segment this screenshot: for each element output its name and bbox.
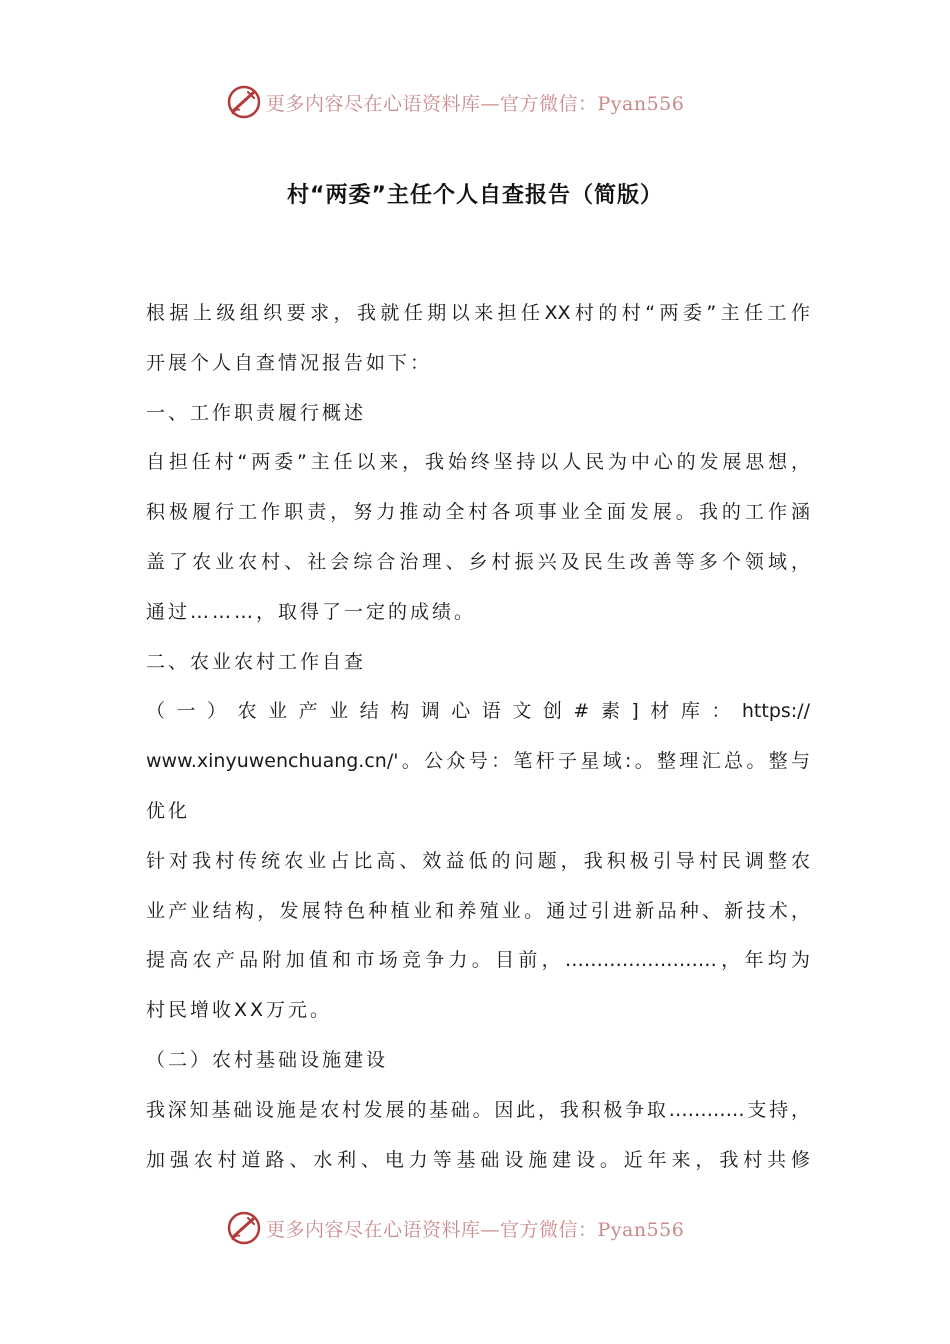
watermark-text: 更多内容尽在心语资料库—官方微信：Pyan556 bbox=[266, 1218, 685, 1241]
subsection-heading: （二）农村基础设施建设 bbox=[146, 1048, 389, 1071]
paragraph-line: 提高农产品附加值和市场竞争力。目前，……………………，年均为 bbox=[146, 949, 810, 972]
paragraph-line: 加强农村道路、水利、电力等基础设施建设。近年来，我村共修 bbox=[146, 1148, 810, 1171]
paragraph-line: 积极履行工作职责，努力推动全村各项事业全面发展。我的工作涵 bbox=[146, 501, 810, 524]
paragraph-line: 通过………，取得了一定的成绩。 bbox=[146, 600, 477, 623]
pen-logo-icon bbox=[226, 84, 262, 120]
paragraph-line: 针对我村传统农业占比高、效益低的问题，我积极引导村民调整农 bbox=[146, 849, 810, 872]
pen-logo-icon bbox=[226, 1210, 262, 1246]
watermark-text: 更多内容尽在心语资料库—官方微信：Pyan556 bbox=[266, 92, 685, 115]
section-heading: 二、农业农村工作自查 bbox=[146, 650, 367, 673]
paragraph-line: 我深知基础设施是农村发展的基础。因此，我积极争取…………支持， bbox=[146, 1098, 810, 1121]
paragraph-line: 根据上级组织要求，我就任期以来担任XX村的村“两委”主任工作 bbox=[146, 302, 810, 324]
subsection-heading: （一）农业产业结构调心语文创#素]材库：https:// bbox=[146, 700, 810, 723]
paragraph-line: 业产业结构，发展特色种植业和养殖业。通过引进新品种、新技术， bbox=[146, 899, 810, 922]
paragraph-line: 开展个人自查情况报告如下： bbox=[146, 351, 433, 374]
paragraph-line: 优化 bbox=[146, 799, 191, 822]
paragraph-line: 盖了农业农村、社会综合治理、乡村振兴及民生改善等多个领域， bbox=[146, 550, 810, 573]
paragraph-line: www.xinyuwenchuang.cn/'。公众号：笔杆子星域:。整理汇总。整与 bbox=[146, 750, 810, 773]
watermark-header bbox=[226, 82, 684, 122]
paragraph-line: 自担任村“两委”主任以来，我始终坚持以人民为中心的发展思想， bbox=[146, 451, 810, 474]
document-title: 村“两委”主任个人自查报告（简版） bbox=[287, 183, 663, 208]
watermark-footer bbox=[226, 1208, 684, 1248]
paragraph-line: 村民增收XX万元。 bbox=[146, 999, 333, 1022]
document-body bbox=[146, 291, 810, 1187]
section-heading: 一、工作职责履行概述 bbox=[146, 401, 367, 424]
